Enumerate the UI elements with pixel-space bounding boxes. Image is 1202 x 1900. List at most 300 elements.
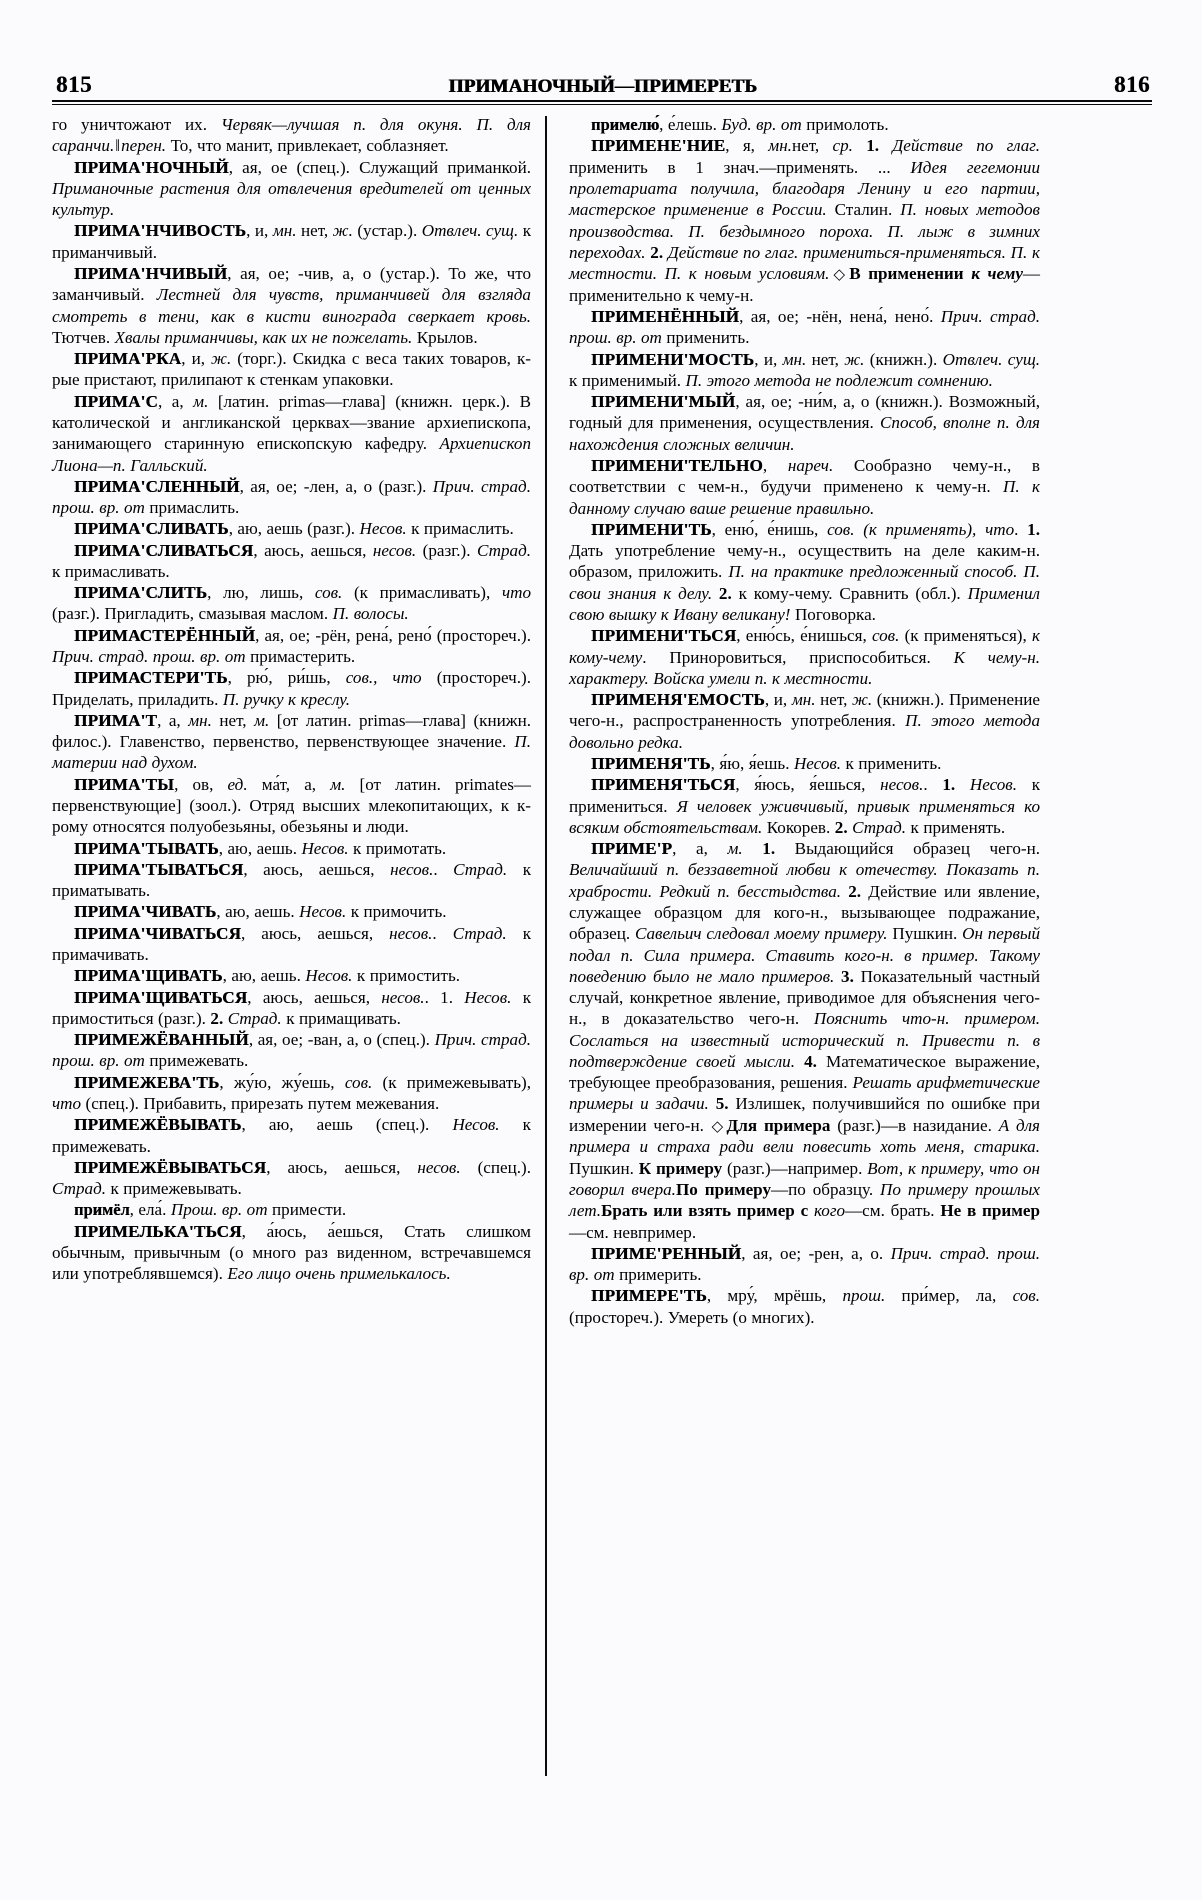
- example-1: Величайший п. беззаветной любви к отечеству. Показать п. храбрости. Редкий п. бесстыдства.: [569, 860, 1040, 901]
- grammar-3: (спец.).: [81, 1093, 144, 1113]
- entry-primachivatsya: [52, 923, 531, 966]
- example-4: Решать арифметические примеры и задачи.: [569, 1073, 1040, 1114]
- grammar-italic-2: м.: [330, 774, 346, 794]
- entry-primer: [569, 838, 1040, 1243]
- grammar-2: [743, 839, 763, 858]
- etymology: [от латин. primates—первенствующие] (зоол.).: [52, 774, 531, 815]
- headword: ПРИМЕРЕ'ТЬ: [591, 1286, 707, 1306]
- headword: ПРИМЕНЯ'ТЬ: [591, 753, 711, 773]
- grammar: , аюсь, аешься,: [253, 540, 373, 560]
- grammar: , а,: [158, 391, 194, 411]
- grammar-italic: несов.: [880, 775, 924, 795]
- grammar-italic: м.: [193, 391, 209, 411]
- headword: ПРИМА'РКА: [74, 349, 182, 369]
- grammar: , ая, ое (спец.).: [228, 157, 360, 177]
- headword: ПРИМЕЖЁВЫВАТЬСЯ: [74, 1157, 267, 1177]
- grammar-3: (устар.).: [352, 221, 422, 241]
- grammar-italic-2: ж.: [851, 690, 873, 710]
- entry-primezhyovyvatsya: [52, 1157, 531, 1200]
- definition-italic-2: К чему-н. характеру.: [569, 647, 1040, 688]
- grammar-italic: м.: [727, 839, 743, 859]
- definition: к приматывать.: [52, 859, 532, 901]
- lozenge-icon: ◇: [711, 1118, 726, 1135]
- grammar: , а,: [672, 839, 728, 859]
- grammar: , ая, ое; -нён, нена́, нено́.: [739, 307, 941, 327]
- grammar-italic: сов., что: [345, 668, 422, 688]
- entry-primaslivatsya: [52, 540, 531, 583]
- grammar: , рю́, ри́шь,: [227, 668, 346, 688]
- definition-italic: Несов.: [359, 519, 407, 539]
- etymology: [от латин. primas—глава] (книжн. филос.).: [52, 710, 532, 752]
- definition-italic: Прич. страд. прош. вр. от: [52, 1030, 531, 1071]
- sense-1: Выдающийся образец чего-н.: [794, 839, 1040, 859]
- sense-number-3: 3.: [834, 966, 861, 986]
- grammar-3: (простореч.).: [569, 1307, 668, 1327]
- entry-primelyu: [569, 114, 1040, 135]
- grammar-italic: сов.: [314, 583, 343, 603]
- headword: ПРИМЕНИ'ТЕЛЬНО: [591, 456, 763, 476]
- definition: Прибавить, прирезать путем межевания.: [143, 1093, 440, 1113]
- grammar-2: .: [1014, 519, 1028, 539]
- grammar-2: нет,: [791, 136, 833, 156]
- entry-primenitelno: [569, 455, 1040, 519]
- grammar-2: нет,: [296, 221, 333, 241]
- grammar: , аю, аешь.: [218, 838, 302, 858]
- example: Его лицо очень примелькалось.: [227, 1264, 451, 1284]
- entry-primezhevat: [52, 1072, 531, 1115]
- sense-2: Действие или явление, служащее образцом для кого-н., вызывающее подражание, образец.: [569, 881, 1040, 944]
- definition: к примежевывать.: [106, 1179, 242, 1199]
- example-1: П. на практике предложенный способ. П. свои знания к делу.: [569, 562, 1041, 603]
- grammar-italic: несов.: [381, 987, 425, 1007]
- definition-italic: Несов.: [452, 1115, 500, 1135]
- grammar: , ая, ое; -рен, а, о.: [741, 1243, 891, 1263]
- phrase-head-4: Брать или взять пример с: [601, 1201, 809, 1221]
- definition: к примасливать.: [52, 561, 170, 581]
- phrase-example-2: Вот, к примеру, что он говорил вчера.: [569, 1158, 1041, 1199]
- grammar-3: (книжн.).: [864, 349, 943, 369]
- example-2: Хвалы приманчивы, как их не пожелать.: [114, 327, 413, 347]
- example: Лестней для чувств, приманчивей для взгляда смотреть в тени, как в кисти винограда сверкает кровь.: [52, 285, 531, 326]
- definition: Приделать, приладить.: [52, 689, 223, 709]
- sense-number-2: 2.: [834, 817, 853, 837]
- phrase-head-3: По примеру: [675, 1179, 772, 1199]
- folio-right: 816: [1113, 72, 1150, 97]
- entry-primenitsya: [569, 625, 1040, 689]
- grammar-3: [853, 136, 866, 155]
- definition-italic: Несов.: [793, 753, 842, 773]
- definition-italic: Несов.: [299, 902, 347, 922]
- entry-primashchivatsya: [52, 987, 531, 1030]
- grammar-3: .: [642, 647, 670, 667]
- grammar-italic-2: к кому-чему: [569, 626, 1040, 667]
- example: П. волосы.: [332, 604, 409, 624]
- example-2b: Он первый подал п. Сила примера. Ставить кого-н. в пример. Такому поведению было не мало примеров.: [569, 924, 1040, 986]
- definition-italic: Прош. вр. от: [170, 1200, 268, 1220]
- headword: ПРИМЕ'РЕННЫЙ: [591, 1243, 742, 1263]
- headword: ПРИМЕЖЁВЫВАТЬ: [74, 1115, 242, 1135]
- etymology: [латин. primas—глава] (книжн. церк.).: [208, 391, 520, 411]
- entry-primenyat: [569, 753, 1040, 774]
- phrase-gloss-4: —см. брать.: [845, 1201, 941, 1221]
- column-right: [547, 114, 1040, 1844]
- entry-primatyvat: [52, 838, 531, 859]
- headword: ПРИМЕНИ'МЫЙ: [591, 392, 736, 412]
- grammar: , а́юсь, а́ешься,: [241, 1221, 405, 1241]
- entry-primanochnyy: [52, 157, 531, 221]
- entry-primashchivat: [52, 965, 531, 986]
- grammar: , ая, ое; -рён, рена́, рено́ (простореч.).: [255, 625, 531, 645]
- headword-small: примелю́: [591, 115, 660, 134]
- entry-primasteryonnyy: [52, 625, 531, 668]
- definition: Сообразно чему-н., в соответствии с чем-н., будучи применено к чему-н.: [569, 456, 1040, 497]
- headword: ПРИМА'ТЫВАТЬ: [74, 838, 219, 858]
- citation: Кокорев.: [762, 817, 835, 837]
- entry-primenimost: [569, 349, 1040, 392]
- definition: В католической и англиканской церквах—звание архиепископа, занимающего старинную епископскую кафедру.: [52, 391, 531, 454]
- entry-primas: [52, 391, 531, 476]
- grammar: , аюсь, аешься,: [247, 987, 382, 1007]
- grammar-2: (разг.).: [416, 540, 477, 560]
- grammar-italic: мн.: [791, 690, 816, 710]
- grammar-italic-2: м.: [254, 710, 270, 730]
- entry-primezhyovyvat: [52, 1114, 531, 1157]
- entry-primaslivat: [52, 518, 531, 539]
- headword: ПРИМА'С: [74, 391, 159, 411]
- sense-number-1: 1.: [762, 839, 795, 859]
- definition-italic: Страд.: [477, 540, 532, 560]
- sense-4: Математическое выражение, требующее преобразования, решения.: [569, 1051, 1040, 1093]
- phrase-head-1: Для примера: [726, 1115, 831, 1135]
- headword: ПРИМЕЛЬКА'ТЬСЯ: [74, 1221, 242, 1241]
- cont-italic-1: Червяк—лучшая п. для окуня. П. для саранчи.: [52, 115, 531, 156]
- headword: ПРИМЕНЯ'ТЬСЯ: [591, 775, 736, 795]
- grammar: , я́ю, я́ешь.: [710, 753, 794, 773]
- citation: Сталин.: [826, 200, 901, 220]
- example-2: Применил свою вышку к Ивану великану!: [569, 583, 1040, 624]
- definition: Возможный, годный для применения, осуществления.: [569, 392, 1040, 433]
- example-1: П. новых методов производства. П. бездымного пороха. П. лыж в зимних переходах.: [569, 200, 1040, 262]
- example: Войска умели п. к местности.: [648, 668, 873, 688]
- sense-2: к примащивать.: [281, 1008, 401, 1028]
- headword: ПРИМА'НОЧНЫЙ: [74, 157, 229, 177]
- definition: Умереть (о многих).: [667, 1307, 815, 1327]
- definition: примастерить.: [245, 647, 356, 667]
- definition-italic: Буд. вр. от: [721, 115, 802, 134]
- grammar: , е́лешь.: [659, 115, 722, 134]
- headword: ПРИМЕНИ'ТЬ: [591, 519, 712, 539]
- grammar: , ая, ое; -чив, а, о (устар.).: [227, 263, 449, 283]
- grammar-3: (разг.).: [52, 604, 105, 624]
- grammar: , аюсь, аешься,: [241, 923, 390, 943]
- example: Архиепископ Лиона—п. Галльский.: [52, 434, 531, 475]
- grammar-2: [833, 456, 854, 475]
- grammar-2: ма́т, а,: [247, 774, 331, 794]
- grammar-2: (торг.).: [231, 349, 293, 369]
- headword: ПРИМЕЖЁВАННЫЙ: [74, 1030, 249, 1050]
- entry-primenenie: [569, 135, 1040, 306]
- definition: к примотать.: [348, 838, 447, 858]
- headword: ПРИМА'ТЫВАТЬСЯ: [74, 859, 244, 879]
- phrase-gloss-5: —см. невпример.: [569, 1222, 697, 1242]
- example: П. ручку к креслу.: [222, 689, 351, 709]
- definition: Отряд высших млекопитающих, к к-рому относятся полуобезьяны, обезьяны и люди.: [52, 796, 531, 837]
- definition: Применение чего-н., распространенность употребления.: [569, 690, 1040, 731]
- entry-primyol: [52, 1199, 531, 1220]
- definition-italic: Прич. страд. прош. вр. от: [52, 647, 246, 667]
- grammar-italic-2: ср.: [832, 136, 853, 156]
- phrase-head: В применении: [849, 264, 964, 284]
- headword: ПРИМЕНИ'МОСТЬ: [591, 349, 755, 369]
- grammar-2: (к примежевывать),: [372, 1072, 532, 1092]
- grammar-italic: сов. (к применять), что: [827, 519, 1015, 539]
- grammar-italic-2: что: [52, 1093, 82, 1113]
- definition-italic: Отвлеч. сущ.: [942, 349, 1040, 369]
- lozenge-icon: ◇: [830, 267, 849, 284]
- entry-primachivat: [52, 901, 531, 922]
- example-2: Савельич следовал моему примеру.: [634, 924, 888, 944]
- headword: ПРИМА'Т: [74, 710, 158, 730]
- citation-3: Пушкин.: [569, 1158, 639, 1178]
- grammar-2: .: [432, 923, 453, 943]
- citation: Поговорка.: [790, 605, 876, 624]
- entry-primatyvatsya: [52, 859, 531, 902]
- grammar: , аю, аешь.: [222, 966, 306, 986]
- headword: ПРИМА'НЧИВОСТЬ: [74, 221, 247, 241]
- headword: ПРИМА'СЛИВАТЬСЯ: [74, 540, 254, 560]
- sense-3: Показательный частный случай, конкретное явление, приводимое для объяснения чего-н., в доказательство чего-н.: [569, 966, 1040, 1029]
- grammar: , аюсь, аешься,: [266, 1157, 418, 1177]
- text-columns: [52, 114, 1152, 1844]
- headword: ПРИМА'ТЫ: [74, 774, 175, 794]
- grammar: , а,: [157, 710, 189, 730]
- sense-number-5: 5.: [708, 1094, 736, 1114]
- phrase-example-3: По примеру прошлых лет.: [569, 1179, 1040, 1221]
- entry-primasterit: [52, 667, 531, 710]
- headword-small: примёл: [74, 1200, 130, 1220]
- definition: к примаслить.: [406, 519, 514, 539]
- citation: Тютчев.: [52, 327, 115, 347]
- phrase-gloss-3: —по образцу.: [771, 1179, 881, 1199]
- example: П. материи над духом.: [52, 732, 531, 773]
- example: Способ, вполне п. для нахождения сложных величин.: [569, 413, 1040, 454]
- grammar-2: нет,: [211, 710, 255, 730]
- grammar-3: (книжн.).: [872, 690, 949, 710]
- grammar-italic: прош.: [842, 1286, 886, 1306]
- sense-number-4: 4.: [794, 1051, 827, 1071]
- definition: Скидка с веса таких товаров, к-рые пристают, прилипают к стенкам упаковки.: [52, 349, 531, 390]
- headword: ПРИМА'СЛИТЬ: [74, 583, 208, 603]
- sense-1-italic: Несов.: [969, 775, 1017, 795]
- grammar-italic: нареч.: [787, 456, 834, 476]
- cont-plain-1: го уничтожают их.: [52, 115, 221, 134]
- headword: ПРИМА'СЛЕННЫЙ: [74, 476, 240, 496]
- grammar-italic: сов.: [344, 1072, 373, 1092]
- grammar-italic: ж.: [211, 349, 232, 369]
- grammar-2: . 1.: [424, 987, 465, 1007]
- definition: Приноровиться, приспособиться.: [669, 647, 954, 667]
- definition: к примоститься (разг.).: [52, 987, 531, 1028]
- definition: Главенство, первенство, первенствующее значение.: [119, 732, 515, 752]
- grammar: ,: [762, 456, 788, 476]
- grammar-2: (спец.).: [460, 1157, 532, 1177]
- example: П. этого метода не подлежит сомнению.: [685, 370, 993, 390]
- entry-primaslennyy: [52, 476, 531, 519]
- sense-1: к примениться.: [569, 775, 1041, 816]
- example: П. этого метода довольно редка.: [569, 711, 1040, 752]
- entry-primaslit: [52, 582, 531, 625]
- running-head: [52, 62, 1152, 96]
- example-3: Пояснить что-н. примером. Сослаться на известный исторический п. Привести п. в подтверждение своей мысли.: [569, 1009, 1040, 1071]
- phrase-italic-4: кого: [808, 1201, 846, 1221]
- definition-italic: Прич. страд. прош. вр. от: [569, 1243, 1041, 1285]
- definition: к примостить.: [352, 966, 461, 986]
- grammar: , еню́сь, е́нишься,: [736, 626, 872, 646]
- grammar-2: при́мер, ла,: [885, 1286, 1013, 1306]
- definition-italic: Несов.: [464, 987, 512, 1007]
- grammar: , и,: [246, 221, 273, 241]
- grammar: , лю, лишь,: [207, 583, 315, 603]
- grammar-italic: несов.: [417, 1157, 461, 1177]
- definition: Служащий приманкой.: [359, 157, 531, 177]
- cont-italic-2: перен.: [121, 136, 167, 156]
- definition-italic: Несов.: [301, 838, 349, 858]
- entry-primaty: [52, 774, 531, 838]
- cont-plain-2: То, что манит, привлекает, соблазняет.: [166, 136, 449, 156]
- sense-5: Излишек, получившийся по ошибке при измерении чего-н.: [569, 1094, 1040, 1135]
- sense-number-1: 1.: [1027, 519, 1040, 539]
- phrase-gloss-1: (разг.)—в назидание.: [830, 1115, 999, 1135]
- definition: применить.: [661, 328, 750, 348]
- sense-2-italic: Страд.: [852, 817, 907, 837]
- entry-primelkatsya: [52, 1221, 531, 1285]
- example-1: Я человек уживчивый, привык применяться ко всяким обстоятельствам.: [569, 796, 1040, 837]
- definition: к применить.: [841, 753, 942, 773]
- sense-number-2: 2.: [841, 881, 869, 901]
- entry-primenyonnyy: [569, 306, 1040, 349]
- grammar: , аю, аешь (спец.).: [241, 1115, 453, 1135]
- header-rule: [52, 100, 1152, 105]
- grammar-italic: мн.: [782, 349, 807, 369]
- entry-primanchivost: [52, 220, 531, 263]
- quotation: Идея гегемонии пролетариата получила, благодаря Ленину и его партии, мастерское применение в России.: [569, 157, 1040, 220]
- entry-primenimyy: [569, 391, 1040, 455]
- grammar: , аюсь, аешься,: [243, 859, 391, 879]
- headword: ПРИМЕЖЕВА'ТЬ: [74, 1072, 220, 1092]
- grammar-2: (к примасливать),: [342, 583, 502, 603]
- sense-1: Дать употребление чему-н., осуществить на деле каким-н. образом, приложить.: [569, 541, 1040, 582]
- entry-primarka: [52, 348, 531, 391]
- grammar-italic: мн.: [188, 710, 212, 730]
- grammar-italic: мн.: [272, 221, 297, 241]
- grammar: , аю, аешь.: [216, 902, 300, 922]
- entry-primenit: [569, 519, 1040, 625]
- phrase-head-2: К примеру: [638, 1158, 723, 1178]
- sense-1: применить в 1 знач.—применять. ...: [569, 157, 911, 177]
- definition: То же, что заманчивый.: [52, 263, 531, 305]
- running-title: ПРИМАНОЧНЫЙ—ПРИМЕРЕТЬ: [448, 76, 758, 97]
- phrase-italic: к чему: [963, 264, 1023, 284]
- grammar-2: .: [923, 775, 943, 795]
- definition: Пригладить, смазывая маслом.: [104, 604, 333, 624]
- grammar: , и,: [764, 690, 792, 710]
- entry-primerennyy: [569, 1243, 1040, 1286]
- definition: к приманчивый.: [52, 221, 532, 262]
- headword: ПРИМА'ЩИВАТЬСЯ: [74, 987, 248, 1007]
- grammar: , мру́, мрёшь,: [706, 1286, 843, 1306]
- folio-left: 815: [56, 72, 92, 97]
- grammar-italic: несов.: [390, 859, 434, 879]
- grammar-italic-2: ж.: [332, 221, 353, 241]
- definition: примерить.: [614, 1265, 702, 1285]
- citation-2: Крылов.: [412, 327, 478, 347]
- definition: к применимый.: [569, 370, 686, 390]
- headword: ПРИМА'НЧИВЫЙ: [74, 263, 228, 283]
- headword: ПРИМАСТЕРИ'ТЬ: [74, 668, 228, 688]
- phrase-gloss-2: (разг.)—например.: [722, 1158, 868, 1178]
- grammar: , еню́, е́нишь,: [711, 519, 828, 539]
- phrase-example-1: А для примера и страха ради вели повесить хоть меня, старика.: [569, 1115, 1040, 1157]
- sense-number-1: 1.: [866, 136, 893, 156]
- phrase-gloss: —применительно к чему-н.: [569, 264, 1041, 305]
- phrase-head-5: Не в пример: [940, 1201, 1040, 1221]
- entry-primanchivyy: [52, 263, 531, 348]
- definition-italic: Страд.: [52, 1179, 107, 1199]
- grammar: , я,: [725, 136, 769, 156]
- headword: ПРИМАСТЕРЁННЫЙ: [74, 625, 256, 645]
- grammar-italic-2: что: [501, 583, 531, 603]
- headword: ПРИМА'ЩИВАТЬ: [74, 966, 223, 986]
- citation-2: Пушкин.: [887, 924, 963, 944]
- grammar-2: нет,: [815, 690, 852, 710]
- definition: к примежевать.: [52, 1115, 531, 1156]
- entry-primenyaemost: [569, 689, 1040, 753]
- headword: ПРИМА'ЧИВАТЬСЯ: [74, 923, 242, 943]
- definition: примолоть.: [801, 115, 889, 134]
- sense-2: к кому-чему. Сравнить (обл.).: [738, 583, 968, 603]
- grammar: , и,: [754, 349, 783, 369]
- definition-italic: Несов.: [305, 966, 353, 986]
- headword: ПРИМЕНЕ'НИЕ: [591, 136, 726, 156]
- grammar-italic: несов.: [372, 540, 417, 560]
- definition: примаслить.: [144, 498, 240, 518]
- definition-italic: Прич. страд. прош. вр. от: [52, 476, 531, 518]
- column-left: [52, 114, 545, 1844]
- grammar: , жу́ю, жу́ешь,: [219, 1072, 345, 1092]
- example: Приманочные растения для отвлечения вредителей от ценных культур.: [52, 178, 531, 220]
- entry-primat: [52, 710, 531, 774]
- definition: примежевать.: [144, 1051, 249, 1071]
- grammar: , ая, ое; -ни́м, а, о (книжн.).: [735, 392, 949, 412]
- grammar-italic: сов.: [871, 626, 900, 646]
- grammar: , аю, аешь (разг.).: [228, 519, 360, 539]
- grammar: , ов,: [174, 774, 228, 794]
- grammar-2: (к применяться),: [899, 626, 1032, 646]
- grammar-italic: несов.: [389, 923, 433, 943]
- grammar-italic-2: сов.: [1012, 1286, 1040, 1306]
- grammar-2: нет,: [806, 349, 845, 369]
- grammar: , я́юсь, я́ешься,: [735, 775, 881, 795]
- headword: ПРИМЕНЁННЫЙ: [591, 307, 740, 327]
- headword: ПРИМА'СЛИВАТЬ: [74, 519, 229, 539]
- headword: ПРИМЕНИ'ТЬСЯ: [591, 626, 737, 646]
- definition-italic: Страд.: [453, 859, 508, 879]
- definition-italic: Прич. страд. прош. вр. от: [569, 307, 1040, 348]
- sense-number-2: 2.: [210, 1008, 228, 1028]
- headword: ПРИМЕНЯ'ЕМОСТЬ: [591, 690, 765, 710]
- definition-italic: Страд.: [452, 923, 507, 943]
- sense-1-italic: Действие по глаг.: [892, 136, 1041, 156]
